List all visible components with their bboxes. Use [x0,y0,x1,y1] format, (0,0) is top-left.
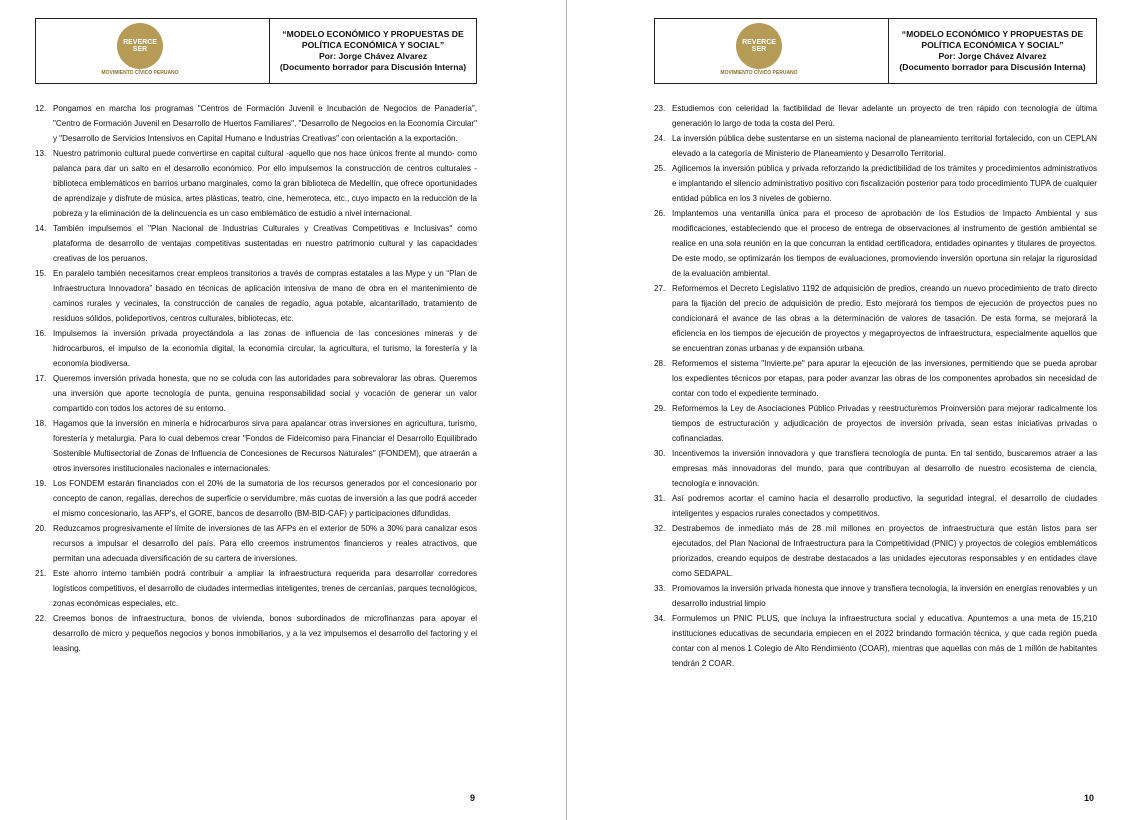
list-item [654,491,1097,521]
page-body [35,101,477,656]
item-text: Creemos bonos de infraestructura, bonos de vivienda, bonos subordinados de microfinanzas para apoyar el desarrollo de micro y pequeños negocios y bonos inmobiliarios, y a la vez impulsemos el desarrollo del factoring y el leasing. [53,614,477,653]
item-number: 34. [654,614,666,623]
reverse-ser-logo [736,23,782,69]
item-text: Implantemos una ventanilla única para el proceso de aprobación de los Estudios de Impacto Ambiental y sus modificaciones, estableciendo que el proceso de entrega de observaciones al instrumento de gestión ambiental se realice en una sola reunión en la que concurran la entidad certificadora, entidades opinantes y titulares de proyectos. De este modo, se optimizarán los tiempos de evaluaciones, promoviendo inversión oportuna sin relajar la rigurosidad de la evaluación ambiental. [672,209,1097,278]
list-item [654,581,1097,611]
logo-caption: MOVIMIENTO CÍVICO PERUANO [720,70,798,76]
item-text: Impulsemos la inversión privada proyectándola a las zonas de influencia de las concesiones mineras y de hidrocarburos, el impulso de la economía digital, la economía circular, la agricultura, el turismo, la forestería y la economía biodiversa. [53,329,477,368]
item-number: 25. [654,164,666,173]
list-item [35,221,477,266]
item-number: 27. [654,284,666,293]
item-text: Reformemos el Decreto Legislativo 1192 de adquisición de predios, creando un nuevo procedimiento de trato directo para la fijación del precio de adquisición de predio. Esto mejorará los tiempos de ejecución de proyectos pues no condicionará el avance de las obras a la determinación de valores de tasación. De esta forma, se mejorará la eficiencia en los tiempos de ejecución de proyectos y megaproyectos de infraestructura, especialmente aquellos que se encuentran zonas urbanas y de expansión urbana. [672,284,1097,353]
item-number: 16. [35,329,47,338]
item-number: 30. [654,449,666,458]
item-text: Promovamos la inversión privada honesta que innove y transfiera tecnología, la inversión en energías renovables y un desarrollo industrial limpio [672,584,1097,608]
item-number: 32. [654,524,666,533]
list-item [654,401,1097,446]
logo-wordmark: REVERCE SER [742,39,776,53]
item-number: 31. [654,494,666,503]
item-text: Agilicemos la inversión pública y privada reforzando la predictibilidad de los trámites y procedimientos administrativos e implantando el silencio administrativo positivo con fiscalización posterior para todo procedimiento TUPA de cualquier entidad pública en los 3 niveles de gobierno. [672,164,1097,203]
list-item [654,206,1097,281]
item-text: Los FONDEM estarán financiados con el 20% de la sumatoria de los recursos generados por el concesionario por concepto de canon, regalías, derechos de superficie o servidumbre, más cuotas de inversión a las que podrá acceder el mismo concesionario, las AFP's, el GORE, bancos de desarrollo (BM-BID-CAF) y participaciones difundidas. [53,479,477,518]
list-item [35,266,477,326]
list-item [654,131,1097,161]
page-header [35,18,477,84]
reverse-ser-logo [117,23,163,69]
item-number: 29. [654,404,666,413]
item-number: 24. [654,134,666,143]
document-title-line1: “MODELO ECONÓMICO Y PROPUESTAS DE [282,29,464,40]
item-text: Estudiemos con celeridad la factibilidad de llevar adelante un proyecto de tren rápido con tecnología de última generación lo largo de toda la costa del Perú. [672,104,1097,128]
logo-caption: MOVIMIENTO CÍVICO PERUANO [101,70,179,76]
item-number: 21. [35,569,47,578]
list-item [654,446,1097,491]
page-number: 10 [1084,793,1095,803]
page-header [654,18,1097,84]
logo-cell [36,19,270,83]
list-item [654,521,1097,581]
item-number: 28. [654,359,666,368]
list-item [654,101,1097,131]
item-text: Nuestro patrimonio cultural puede convertirse en capital cultural -aquello que nos hace únicos frente al mundo- como palanca para dar un salto en el desarrollo económico. Por ello impulsemos la construcción de centros culturales - biblioteca emblemáticos en barrios urbano marginales, como la gran biblioteca de Medellín, que ofrece oportunidades de aprendizaje y disfrute de música, artes plásticas, teatro, cine, hemeroteca, etc., cuyo impacto en la reducción de la pobreza y la eliminación de la delincuencia es un caso emblemático de estudio a nivel internacional. [53,149,477,218]
document-author: Por: Jorge Chávez Alvarez [938,51,1047,61]
item-number: 26. [654,209,666,218]
item-text: También impulsemos el "Plan Nacional de Industrias Culturales y Creativas Competitivas e Inclusivas" como plataforma de desarrollo de ventajas competitivas sustentadas en nuestro patrimonio cultural y las capacidades creativas de los peruanos. [53,224,477,263]
list-item [35,146,477,221]
list-item [654,281,1097,356]
item-text: Reduzcamos progresivamente el límite de inversiones de las AFPs en el exterior de 50% a 30% para canalizar esos recursos a impulsar el desarrollo del país. Para ello creemos instrumentos financieros y reales atractivos, que permitan una adecuada diversificación de su cartera de inversiones. [53,524,477,563]
document-note: (Documento borrador para Discusión Interna) [899,61,1086,72]
item-text: Así podremos acortar el camino hacia el desarrollo productivo, la seguridad integral, el desarrollo de ciudades inteligentes y espacios rurales conectados y competitivos. [672,494,1097,518]
item-text: Queremos inversión privada honesta, que no se coluda con las autoridades para sobrevalorar las obras. Queremos una inversión que aporte tecnología de punta, genuina responsabilidad social y vocación de generar un valor compartido con todos los actores de su entorno. [53,374,477,413]
item-text: En paralelo también necesitamos crear empleos transitorios a través de compras estatales a las Mype y un “Plan de Infraestructura Innovadora” basado en técnicas de aplicación intensiva de mano de obra en el mantenimiento de caminos rurales y vecinales, la construcción de canales de regadío, agua potable, alcantarillado, tratamiento de residuos sólidos, polideportivos, centros culturales, bibliotecas, etc. [53,269,477,323]
list-item [35,611,477,656]
document-page-10 [567,0,1133,820]
list-item [654,356,1097,401]
list-item [35,371,477,416]
item-number: 33. [654,584,666,593]
item-text: Destrabemos de inmediato más de 28 mil millones en proyectos de infraestructura que están listos para ser ejecutados, del Plan Nacional de Infraestructura para la Competitividad (PNIC) y proyectos de colegios emblemáticos priorizados, creando equipos de destrabe destacados a las unidades ejecutoras responsables y en entidades clave como SEDAPAL. [672,524,1097,578]
document-note: (Documento borrador para Discusión Interna) [279,61,467,72]
item-number: 23. [654,104,666,113]
item-number: 19. [35,479,47,488]
item-number: 14. [35,224,47,233]
item-number: 18. [35,419,47,428]
list-item [35,326,477,371]
logo-wordmark: REVERCE SER [123,39,157,53]
logo-cell [655,19,889,83]
document-title-block [889,19,1096,83]
list-item [35,521,477,566]
document-page-9 [0,0,566,820]
item-number: 20. [35,524,47,533]
document-title-line1: “MODELO ECONÓMICO Y PROPUESTAS DE [901,29,1084,40]
document-title-line2: POLÍTICA ECONÓMICA Y SOCIAL” [301,40,445,51]
list-item [654,611,1097,671]
document-author: Por: Jorge Chávez Alvarez [318,51,428,61]
page-body [654,101,1097,671]
item-text: Incentivemos la inversión innovadora y que transfiera tecnología de punta. En tal sentido, buscaremos atraer a las empresas más innovadoras del mundo, para que contribuyan al desarrollo de nuestro ecosistema de ciencia, tecnología e innovación. [672,449,1097,488]
item-text: Reformemos el sistema "Invierte.pe" para apurar la ejecución de las inversiones, permitiendo que se pueda aprobar los expedientes técnicos por etapas, para poder avanzar las obras de los componentes aprobados sin necesidad de contar con todo el expediente terminado. [672,359,1097,398]
list-item [654,161,1097,206]
item-number: 22. [35,614,47,623]
document-title-line2: POLÍTICA ECONÓMICA Y SOCIAL” [921,40,1064,51]
item-number: 17. [35,374,47,383]
item-text: Reformemos la Ley de Asociaciones Público Privadas y reestructuremos Proinversión para mejorar radicalmente los tiempos de estructuración y adjudicación de proyectos de inversión privada, sean estas iniciativas privadas o cofinanciadas. [672,404,1097,443]
item-text: Este ahorro interno también podrá contribuir a ampliar la infraestructura requerida para desarrollar corredores logísticos competitivos, el desarrollo de ciudades intermedias inteligentes, trenes de cercanías, parques tecnológicos, zonas económicas especiales, etc. [53,569,477,608]
list-item [35,476,477,521]
item-number: 12. [35,104,47,113]
item-text: Pongamos en marcha los programas "Centros de Formación Juvenil e Incubación de Negocios de Panadería", "Centro de Formación Juvenil en Desarrollo de Huertos Familiares", "Desarrollo de Negocios en la Economía Circular" y "Desarrollo de Servicios Intensivos en Capital Humano e Industrias Creativas" con orientación a la exportación. [53,104,478,143]
list-item [35,101,477,146]
document-title-block [270,19,476,83]
item-number: 13. [35,149,47,158]
page-number: 9 [470,793,476,803]
item-number: 15. [35,269,47,278]
item-text: Hagamos que la inversión en minería e hidrocarburos sirva para apalancar otras inversiones en agricultura, turismo, forestería y metalurgia. Para lo cual debemos crear "Fondos de Fideicomiso para Financiar el Desarrollo Equilibrado Sostenible Multisectorial de Zonas de Influencia de Concesiones de Recursos Naturales" (FONDEM), que atraerán a otros inversores institucionales nacionales e internacionales. [53,419,477,473]
list-item [35,416,477,476]
item-text: Formulemos un PNIC PLUS, que incluya la infraestructura social y educativa. Apuntemos a una meta de 15,210 instituciones educativas de secundaria empiecen en el 2022 brindando formación técnica, y que cada región pueda contar con al menos 1 Colegio de Alto Rendimiento (COAR), mientras que aquellas con más de 1 millón de habitantes tendrán 2 COAR. [672,614,1097,668]
item-text: La inversión pública debe sustentarse en un sistema nacional de planeamiento territorial fortalecido, con un CEPLAN elevado a la categoría de Ministerio de Planeamiento y Desarrollo Territorial. [672,134,1097,158]
list-item [35,566,477,611]
